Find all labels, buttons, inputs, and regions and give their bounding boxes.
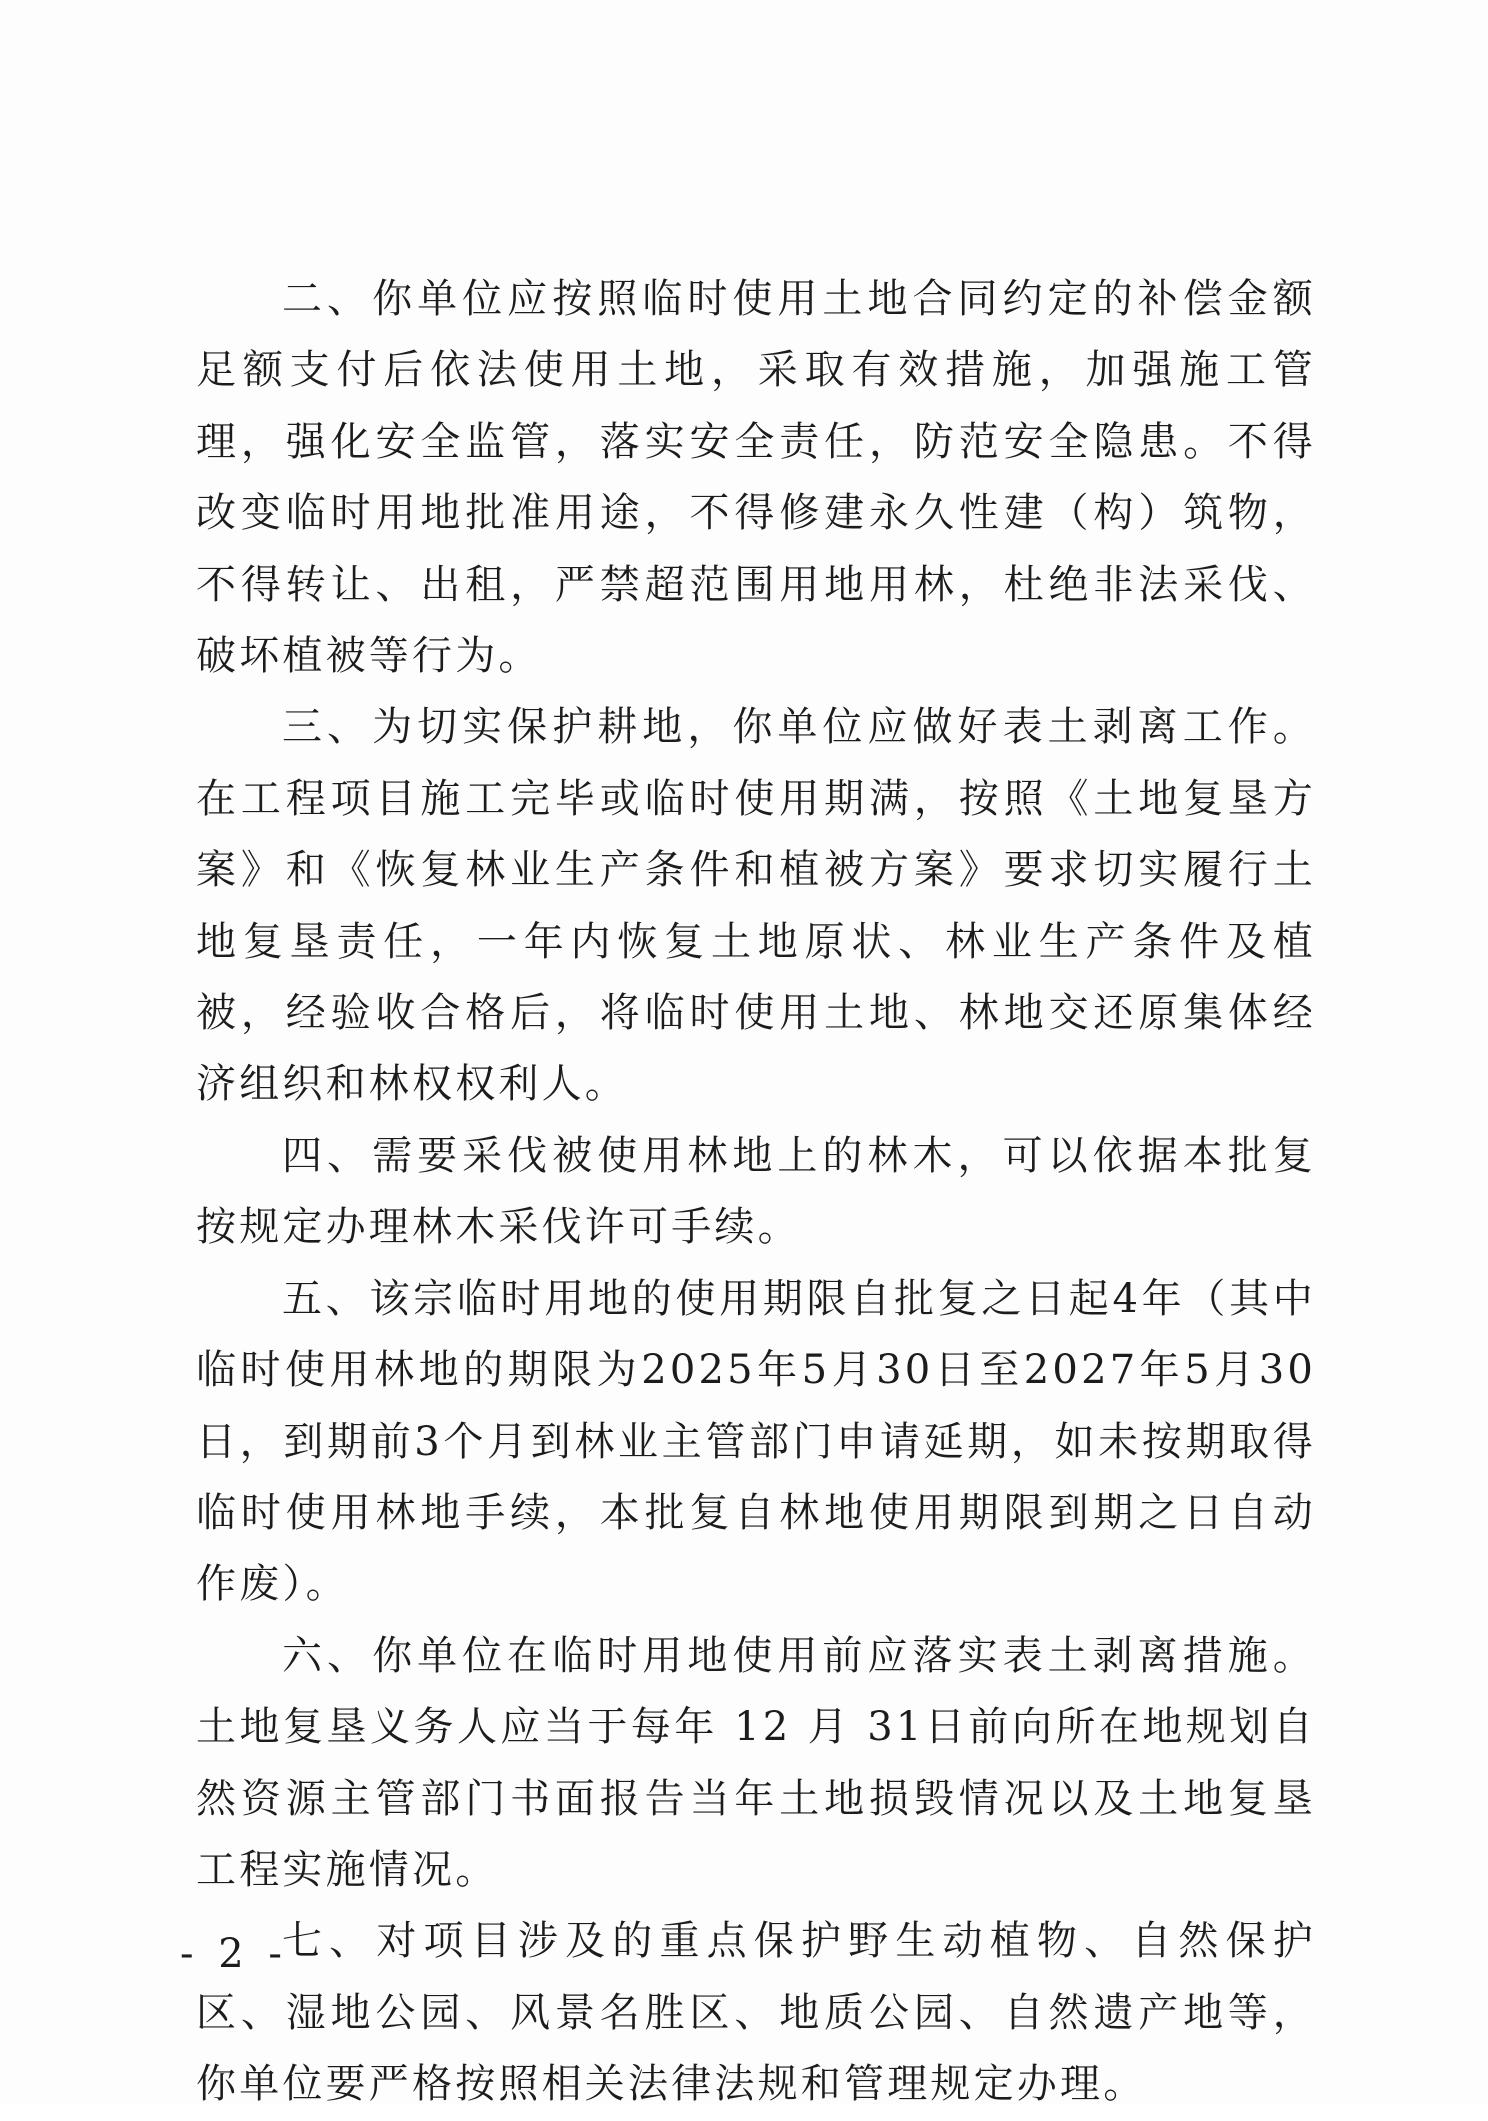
paragraph-7: 七、对项目涉及的重点保护野生动植物、自然保护区、湿地公园、风景名胜区、地质公园、自然遗产地等，你单位要严格按照相关法律法规和管理规定办理。 [196, 1918, 1316, 2108]
document-body [196, 264, 1316, 2121]
page-number: - 2 - [180, 1931, 288, 1977]
paragraph-2: 二、你单位应按照临时使用土地合同约定的补偿金额足额支付后依法使用土地，采取有效措施，加强施工管理，强化安全监管，落实安全责任，防范安全隐患。不得改变临时用地批准用途，不得修建永久性建（构）筑物，不得转让、出租，严禁超范围用地用林，杜绝非法采伐、破坏植被等行为。 [196, 276, 1316, 680]
paragraph-4: 四、需要采伐被使用林地上的林木，可以依据本批复按规定办理林木采伐许可手续。 [196, 1132, 1316, 1251]
paragraph-6: 六、你单位在临时用地使用前应落实表土剥离措施。土地复垦义务人应当于每年 12 月 31日前向所在地规划自然资源主管部门书面报告当年土地损毁情况以及土地复垦工程实施情况。 [196, 1632, 1316, 1893]
paragraph-5: 五、该宗临时用地的使用期限自批复之日起4年（其中临时使用林地的期限为2025年5月30日至2027年5月30日，到期前3个月到林业主管部门申请延期，如未按期取得临时使用林地手续，本批复自林地使用期限到期之日自动作废）。 [196, 1275, 1316, 1608]
paragraph-3: 三、为切实保护耕地，你单位应做好表土剥离工作。在工程项目施工完毕或临时使用期满，按照《土地复垦方案》和《恢复林业生产条件和植被方案》要求切实履行土地复垦责任，一年内恢复土地原状、林业生产条件及植被，经验收合格后，将临时使用土地、林地交还原集体经济组织和林权权利人。 [196, 704, 1316, 1108]
